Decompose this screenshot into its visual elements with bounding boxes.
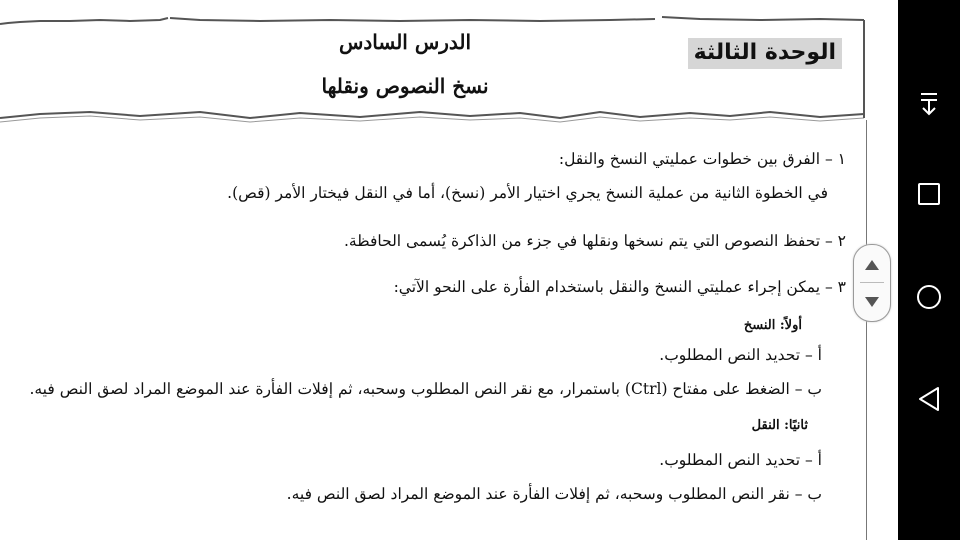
copy-subheading: أولاً: النسخ xyxy=(743,318,802,333)
point-1-heading: ١ – الفرق بين خطوات عمليتي النسخ والنقل: xyxy=(558,150,846,168)
triangle-down-icon xyxy=(865,297,879,307)
point-2: ٢ – تحفظ النصوص التي يتم نسخها ونقلها في جزء من الذاكرة يُسمى الحافظة. xyxy=(344,232,846,250)
triangle-up-icon xyxy=(865,260,879,270)
home-icon xyxy=(916,284,942,310)
back-icon xyxy=(917,386,941,412)
lesson-title: نسخ النصوص ونقلها xyxy=(321,74,489,98)
scroll-down-button[interactable] xyxy=(854,284,890,320)
page-border-right xyxy=(866,120,867,540)
scroll-up-button[interactable] xyxy=(854,247,890,283)
recents-icon xyxy=(917,182,941,206)
point-1-body: في الخطوة الثانية من عملية النسخ يجري اختيار الأمر (نسخ)، أما في النقل فيختار الأمر (قص). xyxy=(227,184,828,202)
unit-title: الوحدة الثالثة xyxy=(688,38,842,69)
page-scroll-control xyxy=(853,244,891,322)
notification-pull-button[interactable] xyxy=(898,74,960,134)
back-button[interactable] xyxy=(898,369,960,429)
move-subheading: ثانيًا: النقل xyxy=(751,418,808,433)
point-3-heading: ٣ – يمكن إجراء عمليتي النسخ والنقل باستخدام الفأرة على النحو الآتي: xyxy=(393,278,846,296)
header-frame xyxy=(0,0,898,140)
move-step-b: ب – نقر النص المطلوب وسحبه، ثم إفلات الفأرة عند الموضع المراد لصق النص فيه. xyxy=(286,485,822,503)
copy-step-a: أ – تحديد النص المطلوب. xyxy=(659,346,822,364)
notification-pull-icon xyxy=(917,91,941,117)
home-button[interactable] xyxy=(898,267,960,327)
move-step-a: أ – تحديد النص المطلوب. xyxy=(659,451,822,469)
android-navigation-bar xyxy=(898,0,960,540)
lesson-number: الدرس السادس xyxy=(338,30,472,54)
copy-step-b: ب – الضغط على مفتاح (Ctrl) باستمرار، مع نقر النص المطلوب وسحبه، ثم إفلات الفأرة عند الموضع المراد لصق النص فيه. xyxy=(29,380,822,398)
recents-button[interactable] xyxy=(898,164,960,224)
